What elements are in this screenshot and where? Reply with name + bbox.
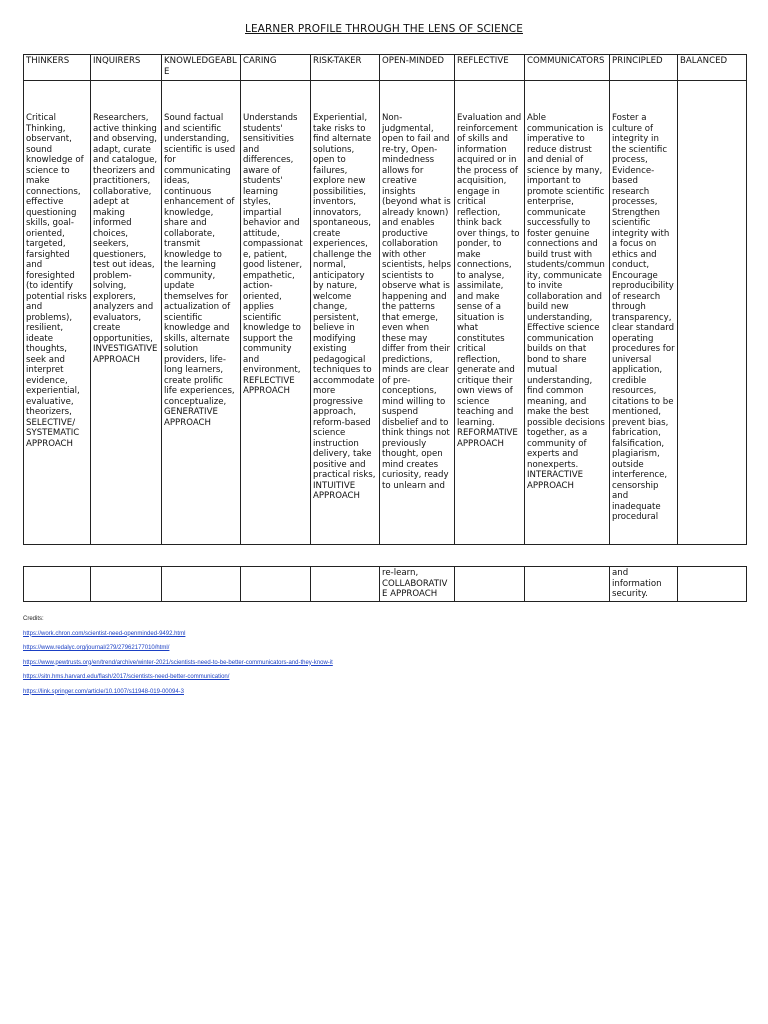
credits-section [23,612,333,699]
cell-balanced [678,81,747,545]
cont-cell-risk-taker [311,567,380,602]
cont-cell-communicators [525,567,610,602]
continuation-row [24,567,747,602]
cell-caring: Understands students' sensitivities and differences, aware of students' learning styles, impartial behavior and attitude, compassionate, patient, good listener, empathetic, action-oriented, applies scientific knowledge to support the community and environment, REFLECTIVE APPROACH [241,81,311,545]
credit-link-chron[interactable]: https://work.chron.com/scientist-need-openminded-9492.html [23,630,186,637]
header-thinkers: THINKERS [24,55,91,81]
cell-risk-taker: Experiential, take risks to find alternate solutions, open to failures, explore new possibilities, inventors, innovators, spontaneous, create experiences, challenge the normal, anticipatory by nature, welcome change, persistent, believe in modifying existing pedagogical techniques to accommodate more progressive approach, reform-based science instruction delivery, take positive and practical risks, INTUITIVE APPROACH [311,81,380,545]
header-open-minded: OPEN-MINDED [380,55,455,81]
cont-cell-inquirers [91,567,162,602]
header-caring: CARING [241,55,311,81]
header-risk-taker: RISK-TAKER [311,55,380,81]
cell-knowledgeable: Sound factual and scientific understanding, scientific is used for communicating ideas, continuous enhancement of knowledge, share and collaborate, transmit knowledge to the learning community, update themselves for actualization of scientific knowledge and skills, alternate solution providers, life-long learners, create prolific life experiences, conceptualize, GENERATIVE APPROACH [162,81,241,545]
cont-cell-balanced [678,567,747,602]
header-row [24,55,747,81]
header-knowledgeable: KNOWLEDGEABLE [162,55,241,81]
header-communicators: COMMUNICATORS [525,55,610,81]
header-inquirers: INQUIRERS [91,55,162,81]
document-title: LEARNER PROFILE THROUGH THE LENS OF SCIENCE [245,23,523,35]
cell-thinkers: Critical Thinking, observant, sound knowledge of science to make connections, effective questioning skills, goal-oriented, targeted, farsighted and foresighted (to identify potential risks and problems), resilient, ideate thoughts, seek and interpret evidence, experiential, evaluative, theorizers, SELECTIVE/ SYSTEMATIC APPROACH [24,81,91,545]
cont-cell-open-minded: re-learn, COLLABORATIVE APPROACH [380,567,455,602]
cell-principled: Foster a culture of integrity in the scientific process, Evidence-based research processes, Strengthen scientific integrity with a focus on ethics and conduct, Encourage reproducibility of research through transparency, clear standard operating procedures for universal application, credible resources, citations to be mentioned, prevent bias, fabrication, falsification, plagiarism, outside interference, censorship and inadequate procedural [610,81,678,545]
credit-link-harvard[interactable]: https://sitn.hms.harvard.edu/flash/2017/scientists-need-better-communication/ [23,674,230,680]
credit-link-redalyc[interactable]: https://www.redalyc.org/journal/279/27962177010/html/ [23,645,170,651]
credit-link-pewtrusts[interactable]: https://www.pewtrusts.org/en/trend/archive/winter-2021/scientists-need-to-be-better-communicators-and-they-know-it [23,659,333,666]
cont-cell-principled: and information security. [610,567,678,602]
cont-cell-knowledgeable [162,567,241,602]
cont-cell-caring [241,567,311,602]
cont-cell-thinkers [24,567,91,602]
credit-link-springer[interactable]: https://link.springer.com/article/10.1007/s11948-019-00094-3 [23,688,184,695]
credits-label: Credits: [23,616,44,622]
cell-inquirers: Researchers, active thinking and observing, adapt, curate and catalogue, theorizers and practitioners, collaborative, adept at making informed choices, seekers, questioners, test out ideas, problem-solving, explorers, analyzers and evaluators, create opportunities, INVESTIGATIVE APPROACH [91,81,162,545]
header-balanced: BALANCED [678,55,747,81]
cell-open-minded: Non-judgmental, open to fail and re-try, Open-mindedness allows for creative insights (beyond what is already known) and enables productive collaboration with other scientists, helps scientists to observe what is happening and the patterns that emerge, even when these may differ from their predictions, minds are clear of pre-conceptions, mind willing to suspend disbelief and to think things not previously thought, open mind creates curiosity, ready to unlearn and [380,81,455,545]
learner-profile-table [23,54,747,545]
cell-communicators: Able communication is imperative to reduce distrust and denial of science by many, important to promote scientific enterprise, communicate successfully to foster genuine connections and build trust with students/community, communicate to invite collaboration and build new understanding, Effective science communication builds on that bond to share mutual understanding, find common meaning, and make the best possible decisions together, as a community of experts and nonexperts. INTERACTIVE APPROACH [525,81,610,545]
header-reflective: REFLECTIVE [455,55,525,81]
cell-reflective: Evaluation and reinforcement of skills and information acquired or in the process of acquisition, engage in critical reflection, think back over things, to ponder, to make connections, to analyse, assimilate, and make sense of a situation is what constitutes critical reflection, generate and critique their own views of science teaching and learning. REFORMATIVE APPROACH [455,81,525,545]
header-principled: PRINCIPLED [610,55,678,81]
continuation-table [23,566,747,602]
cont-cell-reflective [455,567,525,602]
content-row [24,81,747,545]
